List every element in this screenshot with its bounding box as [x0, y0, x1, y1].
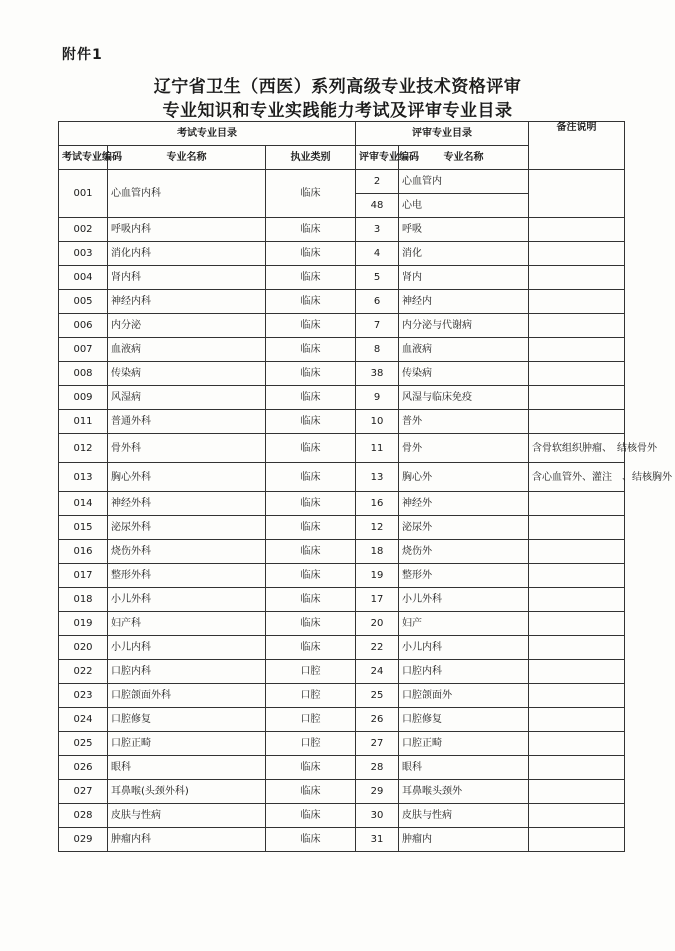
review-name-cell: 小儿内科 [399, 636, 529, 660]
practice-category-cell: 临床 [266, 434, 356, 463]
review-name-cell: 胸心外 [399, 463, 529, 492]
review-name-cell: 呼吸 [399, 218, 529, 242]
practice-category-cell: 临床 [266, 564, 356, 588]
exam-code-cell: 001 [59, 170, 108, 218]
practice-category-cell: 临床 [266, 463, 356, 492]
exam-name-cell: 妇产科 [108, 612, 266, 636]
exam-code-cell: 009 [59, 386, 108, 410]
exam-code-cell: 028 [59, 804, 108, 828]
review-code-cell: 31 [356, 828, 399, 852]
review-name-header: 专业名称 [399, 146, 529, 170]
review-code-cell: 10 [356, 410, 399, 434]
exam-code-cell: 003 [59, 242, 108, 266]
review-code-cell: 4 [356, 242, 399, 266]
document-title-line-1: 辽宁省卫生（西医）系列高级专业技术资格评审 [153, 77, 522, 97]
table-row [59, 732, 625, 756]
review-code-cell: 24 [356, 660, 399, 684]
table-row [59, 410, 625, 434]
exam-code-cell: 023 [59, 684, 108, 708]
review-name-cell: 泌尿外 [399, 516, 529, 540]
exam-name-cell: 口腔内科 [108, 660, 266, 684]
table-row [59, 242, 625, 266]
table-row [59, 564, 625, 588]
exam-code-cell: 020 [59, 636, 108, 660]
remarks-header: 备注说明 [529, 122, 625, 170]
table-row [59, 660, 625, 684]
review-code-cell: 6 [356, 290, 399, 314]
practice-category-cell: 临床 [266, 362, 356, 386]
exam-name-cell: 小儿外科 [108, 588, 266, 612]
remark-cell [529, 660, 625, 684]
table-row [59, 266, 625, 290]
exam-name-cell: 神经内科 [108, 290, 266, 314]
exam-name-cell: 口腔颌面外科 [108, 684, 266, 708]
review-code-cell: 28 [356, 756, 399, 780]
table-row [59, 804, 625, 828]
practice-category-cell: 临床 [266, 266, 356, 290]
remark-cell [529, 170, 625, 218]
review-name-cell: 血液病 [399, 338, 529, 362]
table-row [59, 463, 625, 492]
review-code-cell: 19 [356, 564, 399, 588]
review-name-cell: 内分泌与代谢病 [399, 314, 529, 338]
review-name-cell: 传染病 [399, 362, 529, 386]
exam-name-header: 专业名称 [108, 146, 266, 170]
review-code-cell: 22 [356, 636, 399, 660]
review-name-cell: 普外 [399, 410, 529, 434]
exam-name-cell: 肿瘤内科 [108, 828, 266, 852]
practice-category-cell: 临床 [266, 756, 356, 780]
remark-cell [529, 362, 625, 386]
exam-name-cell: 消化内科 [108, 242, 266, 266]
practice-category-cell: 临床 [266, 386, 356, 410]
exam-code-cell: 012 [59, 434, 108, 463]
exam-name-cell: 骨外科 [108, 434, 266, 463]
review-name-cell: 肾内 [399, 266, 529, 290]
review-name-cell: 消化 [399, 242, 529, 266]
review-code-cell: 20 [356, 612, 399, 636]
review-code-cell: 25 [356, 684, 399, 708]
exam-code-cell: 014 [59, 492, 108, 516]
practice-category-cell: 临床 [266, 314, 356, 338]
practice-category-cell: 临床 [266, 218, 356, 242]
exam-code-cell: 027 [59, 780, 108, 804]
remark-cell [529, 564, 625, 588]
remark-cell [529, 780, 625, 804]
remark-cell [529, 828, 625, 852]
table-row [59, 362, 625, 386]
review-name-cell: 肿瘤内 [399, 828, 529, 852]
remark-cell [529, 314, 625, 338]
review-code-cell: 38 [356, 362, 399, 386]
table-row [59, 386, 625, 410]
remark-cell [529, 588, 625, 612]
exam-name-cell: 整形外科 [108, 564, 266, 588]
review-code-cell: 29 [356, 780, 399, 804]
practice-category-cell: 临床 [266, 410, 356, 434]
review-name-cell: 神经外 [399, 492, 529, 516]
review-code-cell: 18 [356, 540, 399, 564]
exam-code-cell: 004 [59, 266, 108, 290]
practice-category-cell: 临床 [266, 540, 356, 564]
remark-cell [529, 266, 625, 290]
review-name-cell: 小儿外科 [399, 588, 529, 612]
review-code-cell: 16 [356, 492, 399, 516]
table-row [59, 612, 625, 636]
exam-code-cell: 002 [59, 218, 108, 242]
remark-cell [529, 516, 625, 540]
table-row [59, 756, 625, 780]
exam-catalog-header: 考试专业目录 [59, 122, 356, 146]
review-name-cell: 烧伤外 [399, 540, 529, 564]
review-code-cell: 9 [356, 386, 399, 410]
exam-code-header: 考试专业编码 [59, 146, 108, 170]
review-code-cell: 13 [356, 463, 399, 492]
table-row [59, 780, 625, 804]
practice-category-cell: 临床 [266, 828, 356, 852]
exam-name-cell: 内分泌 [108, 314, 266, 338]
practice-category-cell: 临床 [266, 242, 356, 266]
specialty-catalog-table [58, 121, 673, 852]
exam-code-cell: 015 [59, 516, 108, 540]
table-row [59, 636, 625, 660]
review-code-cell: 7 [356, 314, 399, 338]
review-code-cell: 12 [356, 516, 399, 540]
review-name-cell: 骨外 [399, 434, 529, 463]
review-name-cell: 皮肤与性病 [399, 804, 529, 828]
remark-cell [529, 410, 625, 434]
remark-cell [529, 612, 625, 636]
table-row [59, 314, 625, 338]
review-name-cell: 口腔正畸 [399, 732, 529, 756]
practice-category-cell: 临床 [266, 290, 356, 314]
practice-category-cell: 临床 [266, 338, 356, 362]
exam-code-cell: 016 [59, 540, 108, 564]
practice-category-cell: 临床 [266, 588, 356, 612]
exam-code-cell: 008 [59, 362, 108, 386]
exam-name-cell: 血液病 [108, 338, 266, 362]
exam-name-cell: 普通外科 [108, 410, 266, 434]
review-name-cell: 耳鼻喉头颈外 [399, 780, 529, 804]
table-row [59, 828, 625, 852]
practice-category-cell: 临床 [266, 636, 356, 660]
table-row [59, 434, 625, 463]
review-name-cell: 风湿与临床免疫 [399, 386, 529, 410]
review-code-cell: 3 [356, 218, 399, 242]
practice-category-cell: 临床 [266, 804, 356, 828]
remark-cell [529, 540, 625, 564]
remark-cell [529, 492, 625, 516]
practice-category-cell: 口腔 [266, 660, 356, 684]
review-name-cell: 整形外 [399, 564, 529, 588]
practice-category-cell: 临床 [266, 516, 356, 540]
remark-cell [529, 636, 625, 660]
exam-code-cell: 017 [59, 564, 108, 588]
review-code-cell: 2 [356, 170, 399, 194]
exam-name-cell: 小儿内科 [108, 636, 266, 660]
remark-cell: 含骨软组织肿瘤、 结核骨外 [529, 434, 625, 463]
exam-name-cell: 眼科 [108, 756, 266, 780]
exam-code-cell: 018 [59, 588, 108, 612]
exam-name-cell: 胸心外科 [108, 463, 266, 492]
practice-category-cell: 临床 [266, 170, 356, 218]
table-row [59, 588, 625, 612]
exam-code-cell: 026 [59, 756, 108, 780]
exam-name-cell: 口腔正畸 [108, 732, 266, 756]
exam-code-cell: 025 [59, 732, 108, 756]
exam-name-cell: 皮肤与性病 [108, 804, 266, 828]
table-row [59, 708, 625, 732]
remark-cell [529, 684, 625, 708]
review-name-cell: 心电 [399, 194, 529, 218]
remark-cell [529, 708, 625, 732]
review-code-cell: 30 [356, 804, 399, 828]
exam-code-cell: 006 [59, 314, 108, 338]
review-code-cell: 26 [356, 708, 399, 732]
practice-category-cell: 临床 [266, 780, 356, 804]
table-row [59, 290, 625, 314]
practice-category-header: 执业类别 [266, 146, 356, 170]
document-title-line-2: 专业知识和专业实践能力考试及评审专业目录 [162, 101, 513, 121]
review-code-header: 评审专业编码 [356, 146, 399, 170]
remark-cell [529, 218, 625, 242]
practice-category-cell: 临床 [266, 492, 356, 516]
exam-code-cell: 024 [59, 708, 108, 732]
remark-cell [529, 386, 625, 410]
exam-name-cell: 传染病 [108, 362, 266, 386]
exam-name-cell: 肾内科 [108, 266, 266, 290]
remark-cell [529, 242, 625, 266]
exam-code-cell: 005 [59, 290, 108, 314]
remark-cell [529, 732, 625, 756]
exam-code-cell: 029 [59, 828, 108, 852]
table-row [59, 684, 625, 708]
remark-cell [529, 804, 625, 828]
table-row [59, 492, 625, 516]
practice-category-cell: 口腔 [266, 732, 356, 756]
review-code-cell: 11 [356, 434, 399, 463]
exam-name-cell: 烧伤外科 [108, 540, 266, 564]
exam-name-cell: 呼吸内科 [108, 218, 266, 242]
table-row [59, 516, 625, 540]
practice-category-cell: 口腔 [266, 684, 356, 708]
review-code-cell: 48 [356, 194, 399, 218]
table-row [59, 338, 625, 362]
exam-code-cell: 022 [59, 660, 108, 684]
remark-cell [529, 756, 625, 780]
review-code-cell: 5 [356, 266, 399, 290]
review-name-cell: 神经内 [399, 290, 529, 314]
exam-name-cell: 心血管内科 [108, 170, 266, 218]
review-name-cell: 口腔颌面外 [399, 684, 529, 708]
remark-cell [529, 290, 625, 314]
review-name-cell: 心血管内 [399, 170, 529, 194]
remark-cell: 含心血管外、灌注 、结核胸外 [529, 463, 625, 492]
exam-code-cell: 013 [59, 463, 108, 492]
exam-name-cell: 风湿病 [108, 386, 266, 410]
review-name-cell: 眼科 [399, 756, 529, 780]
exam-name-cell: 口腔修复 [108, 708, 266, 732]
review-name-cell: 口腔修复 [399, 708, 529, 732]
exam-name-cell: 耳鼻喉(头颈外科) [108, 780, 266, 804]
review-catalog-header: 评审专业目录 [356, 122, 529, 146]
review-name-cell: 妇产 [399, 612, 529, 636]
exam-code-cell: 007 [59, 338, 108, 362]
remark-cell [529, 338, 625, 362]
table-row [59, 540, 625, 564]
review-code-cell: 8 [356, 338, 399, 362]
attachment-label: 附件1 [62, 47, 103, 63]
table-row [59, 170, 625, 194]
exam-code-cell: 011 [59, 410, 108, 434]
review-code-cell: 17 [356, 588, 399, 612]
review-name-cell: 口腔内科 [399, 660, 529, 684]
table-row [59, 218, 625, 242]
review-code-cell: 27 [356, 732, 399, 756]
exam-name-cell: 泌尿外科 [108, 516, 266, 540]
practice-category-cell: 口腔 [266, 708, 356, 732]
practice-category-cell: 临床 [266, 612, 356, 636]
exam-code-cell: 019 [59, 612, 108, 636]
exam-name-cell: 神经外科 [108, 492, 266, 516]
